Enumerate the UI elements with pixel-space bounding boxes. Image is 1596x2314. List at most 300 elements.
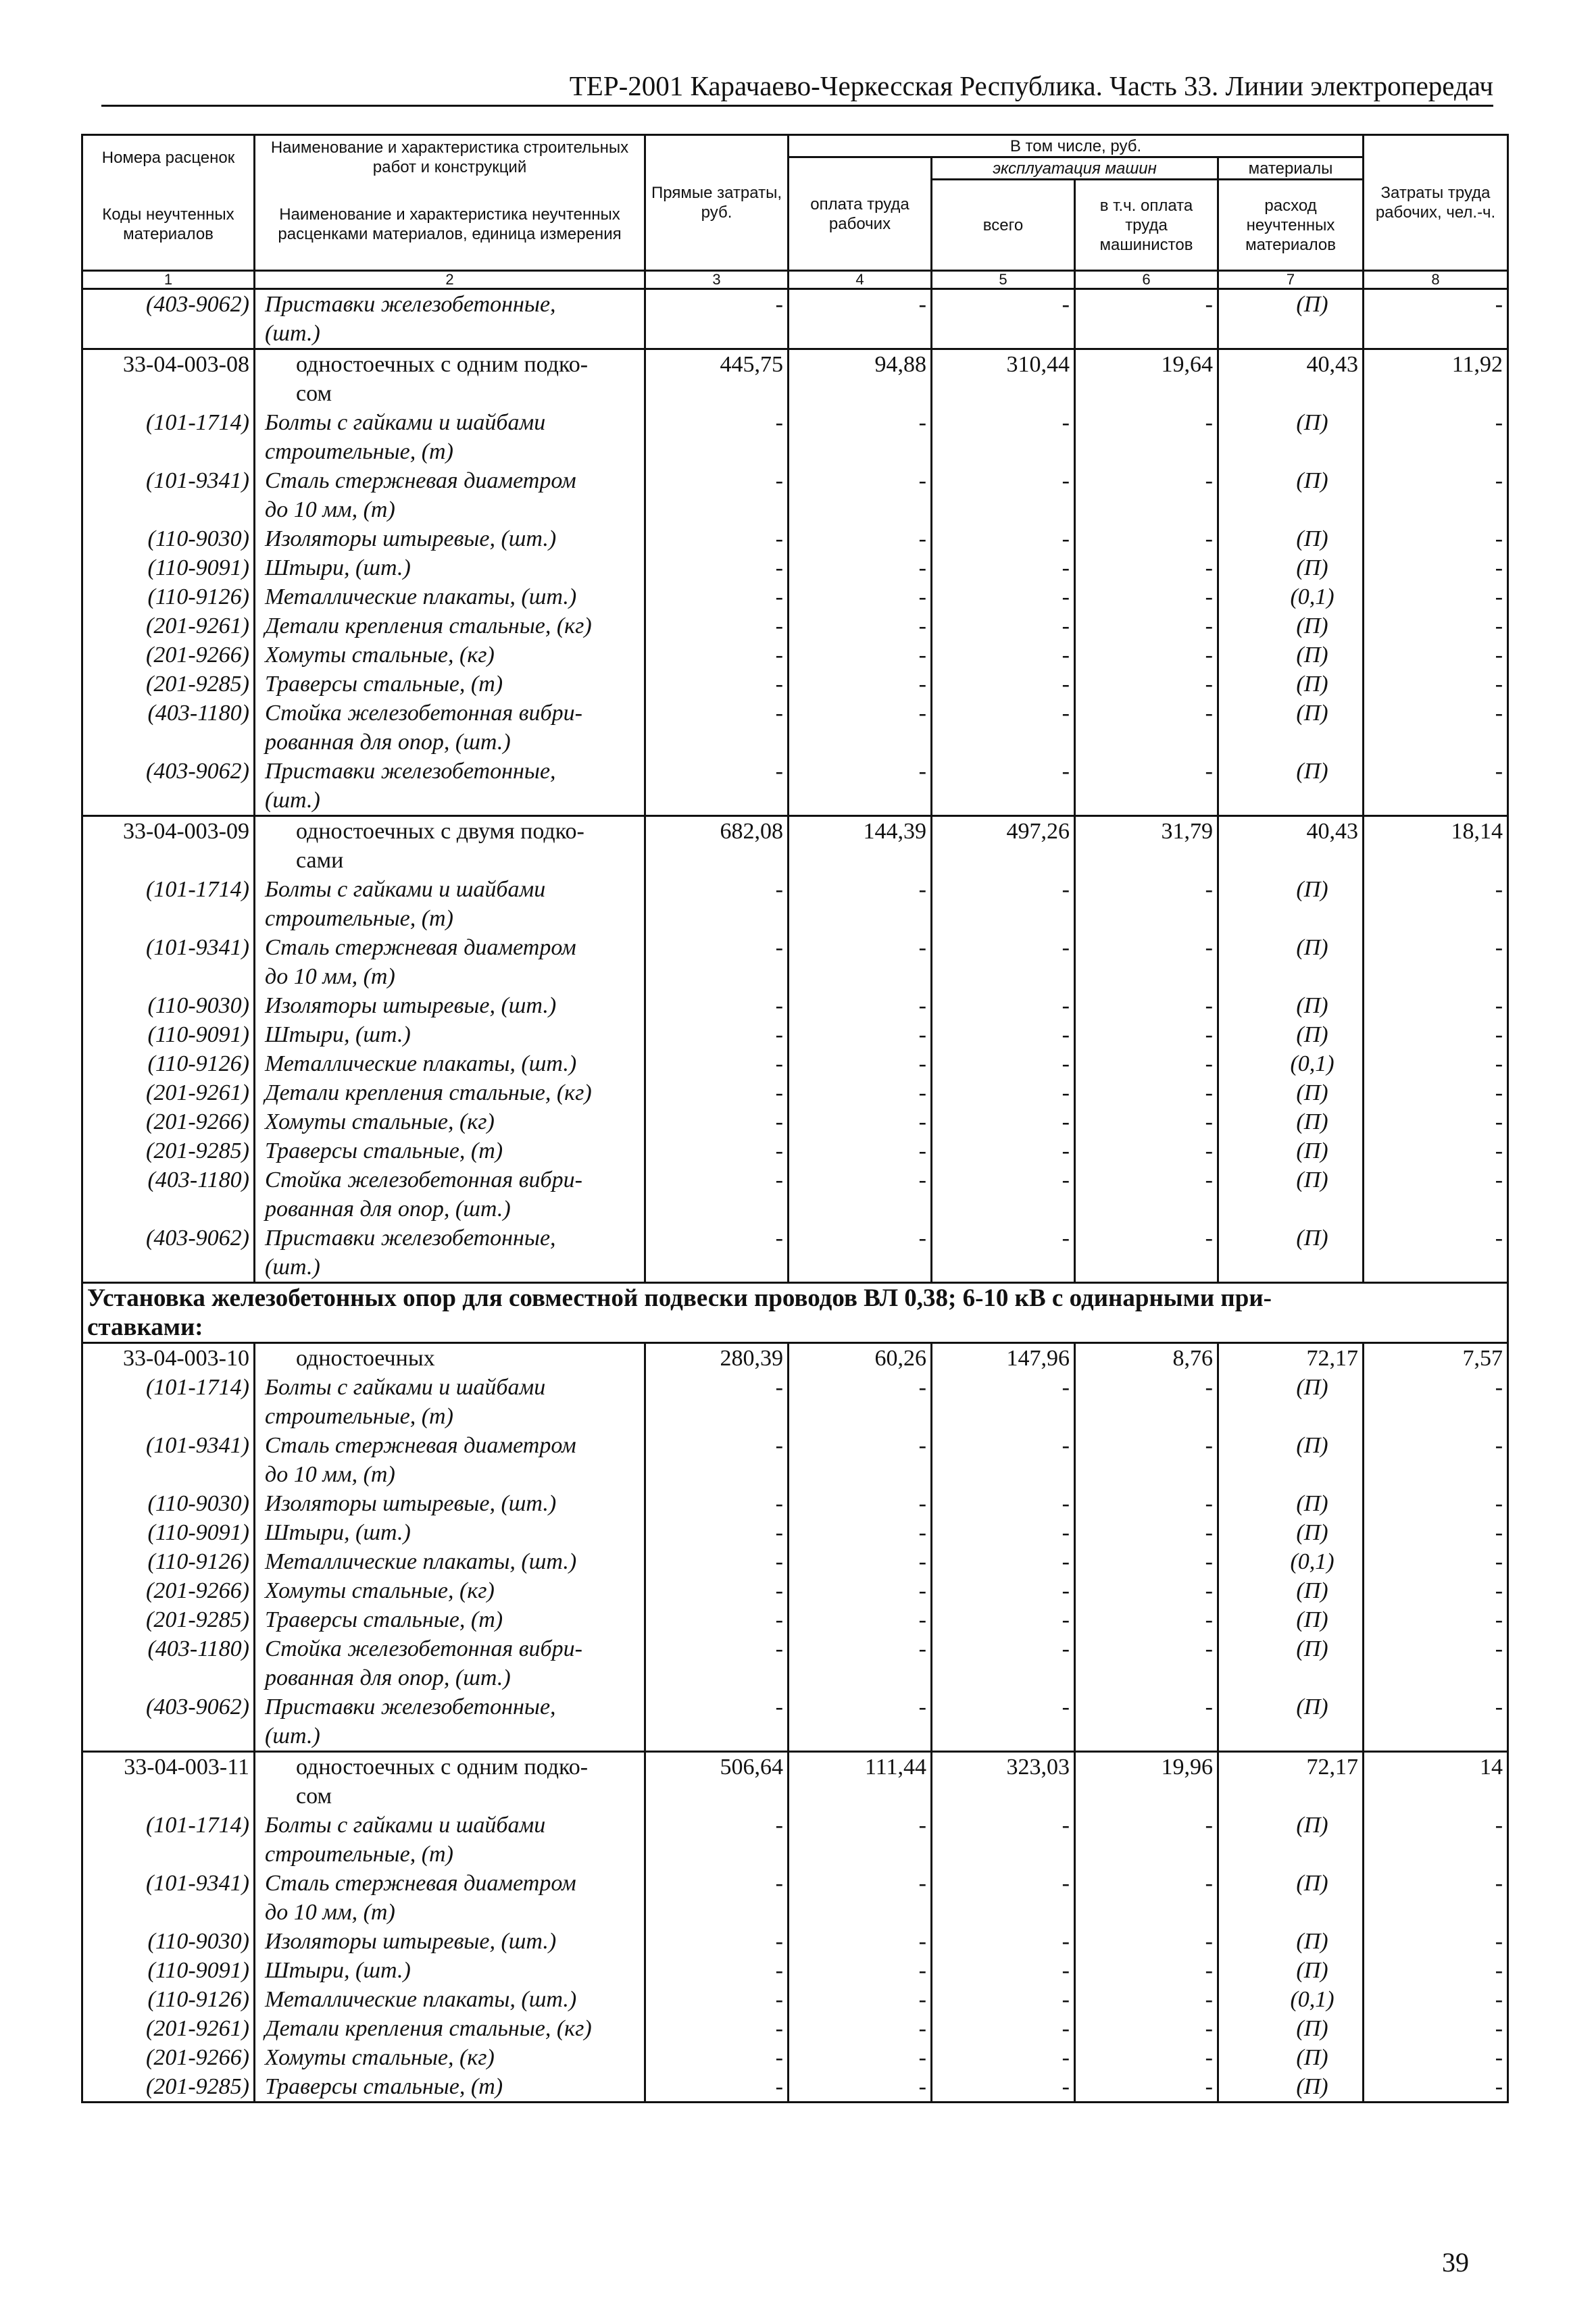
name-line: (шт.) xyxy=(265,1255,320,1280)
materials-value: (П) xyxy=(1218,670,1364,699)
material-row xyxy=(82,933,1508,991)
direct-costs-value: - xyxy=(645,1107,789,1136)
materials-value: (П) xyxy=(1218,2072,1364,2103)
materials-value: (П) xyxy=(1218,1224,1364,1283)
worker-pay-value: - xyxy=(789,1869,932,1927)
name-line: Приставки железобетонные, xyxy=(265,759,556,784)
worker-pay-value: 111,44 xyxy=(789,1752,932,1811)
machinist-pay-value: 8,76 xyxy=(1075,1343,1218,1374)
material-row xyxy=(82,1165,1508,1224)
machines-total-value: - xyxy=(932,699,1075,757)
material-code: (403-9062) xyxy=(82,757,255,816)
name-line: Изоляторы штыревые, (шт.) xyxy=(265,993,557,1018)
material-name xyxy=(255,1165,645,1224)
machines-total-value: - xyxy=(932,1518,1075,1547)
material-code: (201-9285) xyxy=(82,1605,255,1634)
labor-hours-value: - xyxy=(1364,1020,1508,1049)
name-line: сом xyxy=(296,381,332,406)
head-incl-group: В том числе, руб. xyxy=(789,135,1364,157)
material-code: (110-9091) xyxy=(82,1518,255,1547)
machinist-pay-value: - xyxy=(1075,524,1218,553)
material-name xyxy=(255,1811,645,1869)
direct-costs-value: - xyxy=(645,1811,789,1869)
machinist-pay-value: - xyxy=(1075,1431,1218,1489)
direct-costs-value: 506,64 xyxy=(645,1752,789,1811)
material-name xyxy=(255,933,645,991)
machines-total-value: - xyxy=(932,875,1075,933)
material-name xyxy=(255,670,645,699)
labor-hours-value: - xyxy=(1364,1956,1508,1985)
worker-pay-value: - xyxy=(789,1489,932,1518)
materials-value: (П) xyxy=(1218,1020,1364,1049)
direct-costs-value: - xyxy=(645,1489,789,1518)
machinist-pay-value: - xyxy=(1075,991,1218,1020)
name-line: Детали крепления стальные, (кг) xyxy=(265,613,592,638)
material-row xyxy=(82,1224,1508,1283)
machinist-pay-value: - xyxy=(1075,757,1218,816)
labor-hours-value: 14 xyxy=(1364,1752,1508,1811)
machinist-pay-value: - xyxy=(1075,670,1218,699)
direct-costs-value: - xyxy=(645,466,789,524)
material-row xyxy=(82,1107,1508,1136)
material-code: (101-9341) xyxy=(82,1869,255,1927)
section-heading-line: ставками: xyxy=(87,1313,203,1341)
material-name xyxy=(255,1489,645,1518)
name-line: Траверсы стальные, (т) xyxy=(265,1138,503,1163)
machinist-pay-value: 19,96 xyxy=(1075,1752,1218,1811)
machines-total-value: - xyxy=(932,2072,1075,2103)
worker-pay-value: - xyxy=(789,699,932,757)
labor-hours-value: - xyxy=(1364,1518,1508,1547)
materials-value: (П) xyxy=(1218,757,1364,816)
materials-value: (П) xyxy=(1218,1927,1364,1956)
material-row xyxy=(82,875,1508,933)
material-row xyxy=(82,1373,1508,1431)
rate-row xyxy=(82,349,1508,409)
machines-total-value: - xyxy=(932,1692,1075,1752)
material-row xyxy=(82,466,1508,524)
worker-pay-value: - xyxy=(789,2014,932,2043)
machinist-pay-value: - xyxy=(1075,1985,1218,2014)
name-line: Хомуты стальные, (кг) xyxy=(265,1109,495,1134)
worker-pay-value: - xyxy=(789,582,932,611)
head-material-name: Наименование и характеристика неучтенных расценками материалов, единица измерения xyxy=(255,180,645,271)
materials-value: (П) xyxy=(1218,640,1364,670)
labor-hours-value: - xyxy=(1364,1634,1508,1692)
material-row xyxy=(82,1634,1508,1692)
material-name xyxy=(255,699,645,757)
material-row xyxy=(82,1605,1508,1634)
name-line: Стойка железобетонная вибри- xyxy=(265,1167,582,1192)
materials-value: (П) xyxy=(1218,289,1364,349)
worker-pay-value: - xyxy=(789,553,932,582)
labor-hours-value: - xyxy=(1364,670,1508,699)
name-line: Траверсы стальные, (т) xyxy=(265,2074,503,2099)
machines-total-value: 310,44 xyxy=(932,349,1075,409)
worker-pay-value: - xyxy=(789,2072,932,2103)
material-code: (403-1180) xyxy=(82,1165,255,1224)
worker-pay-value: - xyxy=(789,1692,932,1752)
material-name xyxy=(255,1049,645,1078)
worker-pay-value: - xyxy=(789,2043,932,2072)
materials-value: (П) xyxy=(1218,1634,1364,1692)
material-code: (110-9091) xyxy=(82,553,255,582)
direct-costs-value: - xyxy=(645,2014,789,2043)
material-code: (110-9091) xyxy=(82,1020,255,1049)
material-row xyxy=(82,582,1508,611)
name-line: Штыри, (шт.) xyxy=(265,555,411,580)
direct-costs-value: - xyxy=(645,991,789,1020)
materials-value: (П) xyxy=(1218,1518,1364,1547)
material-name xyxy=(255,1956,645,1985)
direct-costs-value: - xyxy=(645,2072,789,2103)
machines-total-value: - xyxy=(932,2043,1075,2072)
direct-costs-value: 280,39 xyxy=(645,1343,789,1374)
machinist-pay-value: - xyxy=(1075,2072,1218,2103)
material-code: (110-9126) xyxy=(82,1049,255,1078)
material-row xyxy=(82,1985,1508,2014)
name-line: Хомуты стальные, (кг) xyxy=(265,2045,495,2070)
materials-value: (П) xyxy=(1218,2043,1364,2072)
direct-costs-value: - xyxy=(645,408,789,466)
material-name xyxy=(255,1107,645,1136)
direct-costs-value: - xyxy=(645,933,789,991)
name-line: рованная для опор, (шт.) xyxy=(265,1197,511,1222)
labor-hours-value: - xyxy=(1364,1576,1508,1605)
machines-total-value: - xyxy=(932,1576,1075,1605)
machinist-pay-value: - xyxy=(1075,1049,1218,1078)
materials-value: (П) xyxy=(1218,1869,1364,1927)
material-row xyxy=(82,1692,1508,1752)
machinist-pay-value: - xyxy=(1075,1136,1218,1165)
worker-pay-value: - xyxy=(789,466,932,524)
machinist-pay-value: - xyxy=(1075,1956,1218,1985)
machines-total-value: - xyxy=(932,1927,1075,1956)
material-row xyxy=(82,1576,1508,1605)
name-line: Металлические плакаты, (шт.) xyxy=(265,584,577,609)
materials-value: (П) xyxy=(1218,1107,1364,1136)
labor-hours-value: - xyxy=(1364,1224,1508,1283)
material-name xyxy=(255,875,645,933)
labor-hours-value: - xyxy=(1364,757,1508,816)
machines-total-value: - xyxy=(932,1049,1075,1078)
machines-total-value: - xyxy=(932,757,1075,816)
material-row xyxy=(82,757,1508,816)
machinist-pay-value: 19,64 xyxy=(1075,349,1218,409)
machinist-pay-value: - xyxy=(1075,1869,1218,1927)
worker-pay-value: 144,39 xyxy=(789,816,932,876)
labor-hours-value: - xyxy=(1364,1049,1508,1078)
material-name xyxy=(255,1224,645,1283)
name-line: одностоечных с двумя подко- xyxy=(296,819,584,844)
machinist-pay-value: - xyxy=(1075,640,1218,670)
material-code: (201-9266) xyxy=(82,640,255,670)
machines-total-value: - xyxy=(932,1985,1075,2014)
machines-total-value: - xyxy=(932,1107,1075,1136)
labor-hours-value: - xyxy=(1364,1489,1508,1518)
head-machines: эксплуатация машин xyxy=(932,157,1218,180)
column-number: 6 xyxy=(1075,271,1218,289)
direct-costs-value: - xyxy=(645,1373,789,1431)
machinist-pay-value: - xyxy=(1075,699,1218,757)
head-machinist-pay: в т.ч. оплата труда машинистов xyxy=(1075,180,1218,271)
direct-costs-value: - xyxy=(645,582,789,611)
material-name xyxy=(255,757,645,816)
material-code: (201-9285) xyxy=(82,1136,255,1165)
machines-total-value: 147,96 xyxy=(932,1343,1075,1374)
head-labor-hours: Затраты труда рабочих, чел.-ч. xyxy=(1364,135,1508,271)
material-code: (101-9341) xyxy=(82,466,255,524)
direct-costs-value: - xyxy=(645,2043,789,2072)
name-line: строительные, (т) xyxy=(265,1404,453,1429)
machinist-pay-value: - xyxy=(1075,1165,1218,1224)
direct-costs-value: - xyxy=(645,1224,789,1283)
head-materials-usage: расход неучтенных материалов xyxy=(1218,180,1364,271)
labor-hours-value: - xyxy=(1364,1373,1508,1431)
material-row xyxy=(82,611,1508,640)
materials-value: (П) xyxy=(1218,2014,1364,2043)
material-code: (201-9266) xyxy=(82,1107,255,1136)
material-code: (101-1714) xyxy=(82,408,255,466)
name-line: Хомуты стальные, (кг) xyxy=(265,1578,495,1603)
machinist-pay-value: - xyxy=(1075,1634,1218,1692)
name-line: (шт.) xyxy=(265,1724,320,1749)
direct-costs-value: - xyxy=(645,670,789,699)
machines-total-value: - xyxy=(932,1078,1075,1107)
name-line: Штыри, (шт.) xyxy=(265,1520,411,1545)
material-name xyxy=(255,2014,645,2043)
rate-code: 33-04-003-10 xyxy=(82,1343,255,1374)
machines-total-value: - xyxy=(932,1165,1075,1224)
direct-costs-value: - xyxy=(645,1078,789,1107)
name-line: Болты с гайками и шайбами xyxy=(265,410,546,435)
materials-value: (П) xyxy=(1218,1136,1364,1165)
material-code: (201-9285) xyxy=(82,2072,255,2103)
rates-table xyxy=(81,134,1509,2103)
name-line: Детали крепления стальные, (кг) xyxy=(265,1080,592,1105)
name-line: Болты с гайками и шайбами xyxy=(265,877,546,902)
worker-pay-value: - xyxy=(789,1576,932,1605)
worker-pay-value: 60,26 xyxy=(789,1343,932,1374)
direct-costs-value: - xyxy=(645,875,789,933)
worker-pay-value: - xyxy=(789,524,932,553)
material-name xyxy=(255,1576,645,1605)
name-line: Приставки железобетонные, xyxy=(265,1694,556,1719)
name-line: Сталь стержневая диаметром xyxy=(265,935,576,960)
machinist-pay-value: - xyxy=(1075,1927,1218,1956)
materials-value: (П) xyxy=(1218,933,1364,991)
material-name xyxy=(255,991,645,1020)
page-number: 39 xyxy=(1442,2247,1469,2278)
material-row xyxy=(82,1078,1508,1107)
rate-row xyxy=(82,1752,1508,1811)
name-line: Штыри, (шт.) xyxy=(265,1022,411,1047)
material-name xyxy=(255,289,645,349)
direct-costs-value: - xyxy=(645,699,789,757)
labor-hours-value: - xyxy=(1364,991,1508,1020)
rate-row xyxy=(82,1343,1508,1374)
material-row xyxy=(82,1811,1508,1869)
direct-costs-value: - xyxy=(645,1956,789,1985)
material-code: (403-1180) xyxy=(82,1634,255,1692)
table-head xyxy=(82,135,1508,289)
name-line: Сталь стержневая диаметром xyxy=(265,468,576,493)
material-code: (201-9285) xyxy=(82,670,255,699)
machines-total-value: - xyxy=(932,1020,1075,1049)
material-name xyxy=(255,408,645,466)
material-code: (201-9261) xyxy=(82,1078,255,1107)
name-line: Изоляторы штыревые, (шт.) xyxy=(265,1929,557,1954)
material-row xyxy=(82,1431,1508,1489)
material-row xyxy=(82,1489,1508,1518)
name-line: Стойка железобетонная вибри- xyxy=(265,701,582,726)
worker-pay-value: - xyxy=(789,1049,932,1078)
machines-total-value: - xyxy=(932,991,1075,1020)
materials-value: (П) xyxy=(1218,991,1364,1020)
worker-pay-value: - xyxy=(789,1078,932,1107)
machines-total-value: - xyxy=(932,466,1075,524)
material-name xyxy=(255,611,645,640)
name-line: Детали крепления стальные, (кг) xyxy=(265,2016,592,2041)
name-line: сом xyxy=(296,1784,332,1809)
materials-value: (П) xyxy=(1218,699,1364,757)
worker-pay-value: - xyxy=(789,1431,932,1489)
material-row xyxy=(82,289,1508,349)
machines-total-value: - xyxy=(932,289,1075,349)
head-machines-total: всего xyxy=(932,180,1075,271)
direct-costs-value: 445,75 xyxy=(645,349,789,409)
worker-pay-value: - xyxy=(789,1107,932,1136)
machines-total-value: - xyxy=(932,1605,1075,1634)
worker-pay-value: 94,88 xyxy=(789,349,932,409)
labor-hours-value: - xyxy=(1364,699,1508,757)
material-row xyxy=(82,670,1508,699)
work-name xyxy=(255,816,645,876)
material-name xyxy=(255,1985,645,2014)
name-line: сами xyxy=(296,848,344,873)
material-code: (101-1714) xyxy=(82,1373,255,1431)
materials-value: (0,1) xyxy=(1218,1049,1364,1078)
worker-pay-value: - xyxy=(789,1547,932,1576)
machines-total-value: - xyxy=(932,1136,1075,1165)
material-name xyxy=(255,640,645,670)
direct-costs-value: - xyxy=(645,1985,789,2014)
name-line: (шт.) xyxy=(265,321,320,346)
labor-hours-value: - xyxy=(1364,582,1508,611)
material-name xyxy=(255,553,645,582)
material-name xyxy=(255,466,645,524)
column-number: 8 xyxy=(1364,271,1508,289)
machines-total-value: - xyxy=(932,582,1075,611)
head-material-codes: Коды неучтенных материалов xyxy=(82,180,255,271)
labor-hours-value: - xyxy=(1364,524,1508,553)
labor-hours-value: - xyxy=(1364,1136,1508,1165)
worker-pay-value: - xyxy=(789,991,932,1020)
direct-costs-value: - xyxy=(645,1634,789,1692)
head-materials: материалы xyxy=(1218,157,1364,180)
material-name xyxy=(255,582,645,611)
head-direct-costs: Прямые затраты, руб. xyxy=(645,135,789,271)
worker-pay-value: - xyxy=(789,640,932,670)
machines-total-value: - xyxy=(932,670,1075,699)
material-name xyxy=(255,2072,645,2103)
materials-value: (П) xyxy=(1218,611,1364,640)
direct-costs-value: - xyxy=(645,1165,789,1224)
work-name xyxy=(255,1343,645,1374)
name-line: до 10 мм, (т) xyxy=(265,964,395,989)
material-code: (110-9126) xyxy=(82,1985,255,2014)
labor-hours-value: - xyxy=(1364,1869,1508,1927)
material-row xyxy=(82,524,1508,553)
name-line: Сталь стержневая диаметром xyxy=(265,1433,576,1458)
labor-hours-value: - xyxy=(1364,875,1508,933)
machinist-pay-value: - xyxy=(1075,1547,1218,1576)
labor-hours-value: - xyxy=(1364,1985,1508,2014)
rate-code: 33-04-003-09 xyxy=(82,816,255,876)
material-name xyxy=(255,1869,645,1927)
machinist-pay-value: - xyxy=(1075,1107,1218,1136)
name-line: Траверсы стальные, (т) xyxy=(265,1607,503,1632)
name-line: Сталь стержневая диаметром xyxy=(265,1871,576,1896)
material-row xyxy=(82,1927,1508,1956)
worker-pay-value: - xyxy=(789,670,932,699)
direct-costs-value: - xyxy=(645,289,789,349)
materials-value: (П) xyxy=(1218,1605,1364,1634)
materials-value: (П) xyxy=(1218,408,1364,466)
material-code: (403-9062) xyxy=(82,1224,255,1283)
name-line: Болты с гайками и шайбами xyxy=(265,1375,546,1400)
work-name xyxy=(255,1752,645,1811)
material-row xyxy=(82,2014,1508,2043)
machines-total-value: - xyxy=(932,1373,1075,1431)
material-name xyxy=(255,1692,645,1752)
machinist-pay-value: - xyxy=(1075,1518,1218,1547)
materials-value: (П) xyxy=(1218,1373,1364,1431)
materials-value: 72,17 xyxy=(1218,1343,1364,1374)
name-line: рованная для опор, (шт.) xyxy=(265,1665,511,1690)
labor-hours-value: - xyxy=(1364,1431,1508,1489)
name-line: до 10 мм, (т) xyxy=(265,497,395,522)
machines-total-value: - xyxy=(932,1489,1075,1518)
labor-hours-value: - xyxy=(1364,1811,1508,1869)
material-row xyxy=(82,1136,1508,1165)
material-code: (201-9261) xyxy=(82,611,255,640)
column-number: 1 xyxy=(82,271,255,289)
machinist-pay-value: - xyxy=(1075,289,1218,349)
column-number: 4 xyxy=(789,271,932,289)
labor-hours-value: 11,92 xyxy=(1364,349,1508,409)
labor-hours-value: - xyxy=(1364,1107,1508,1136)
material-name xyxy=(255,1547,645,1576)
table-body xyxy=(82,289,1508,2103)
material-name xyxy=(255,1605,645,1634)
machines-total-value: - xyxy=(932,1547,1075,1576)
name-line: Приставки железобетонные, xyxy=(265,292,556,317)
machines-total-value: - xyxy=(932,1956,1075,1985)
material-code: (110-9030) xyxy=(82,524,255,553)
material-name xyxy=(255,1518,645,1547)
machines-total-value: - xyxy=(932,1811,1075,1869)
name-line: строительные, (т) xyxy=(265,1842,453,1867)
material-code: (101-9341) xyxy=(82,933,255,991)
labor-hours-value: - xyxy=(1364,611,1508,640)
machinist-pay-value: - xyxy=(1075,1373,1218,1431)
name-line: Металлические плакаты, (шт.) xyxy=(265,1549,577,1574)
name-line: одностоечных с одним подко- xyxy=(296,1755,589,1780)
machines-total-value: - xyxy=(932,1431,1075,1489)
material-code: (403-1180) xyxy=(82,699,255,757)
labor-hours-value: - xyxy=(1364,1605,1508,1634)
